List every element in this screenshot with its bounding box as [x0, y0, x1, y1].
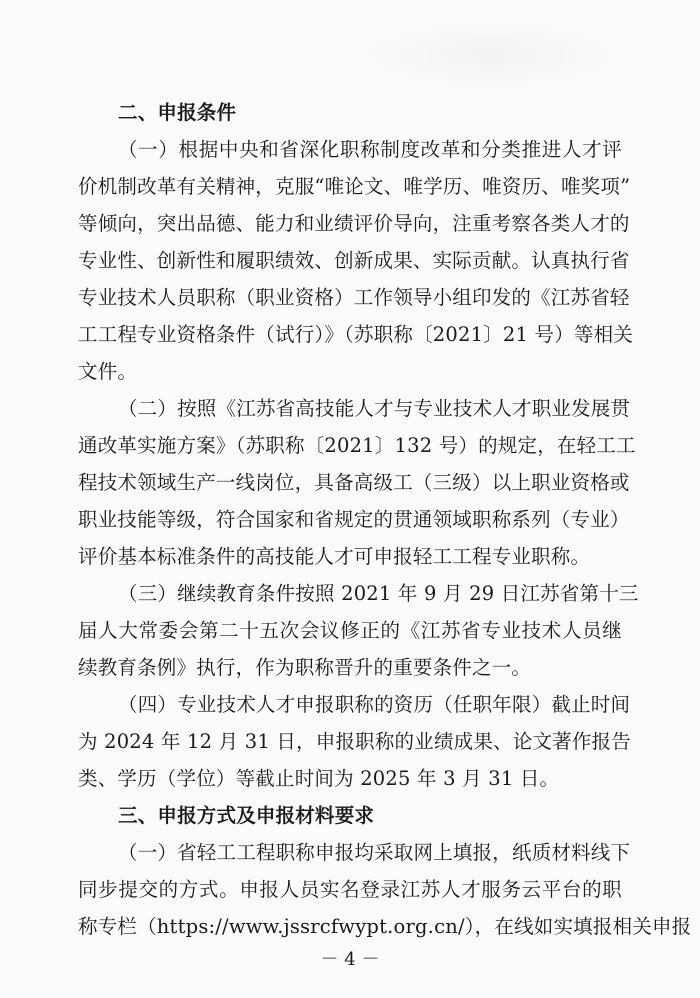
paragraph-line: 评价基本标准条件的高技能人才可申报轻工工程专业职称。	[78, 545, 591, 568]
paragraph-line: 价机制改革有关精神，克服“唯论文、唯学历、唯资历、唯奖项”	[78, 175, 631, 198]
paragraph-line: （三）继续教育条件按照 2021 年 9 月 29 日江苏省第十三	[118, 582, 639, 605]
scan-smudge	[360, 20, 620, 90]
paragraph-line: （一）省轻工工程职称申报均采取网上填报，纸质材料线下	[118, 841, 631, 864]
paragraph-line: 通改革实施方案》（苏职称〔2021〕132 号）的规定，在轻工工	[78, 434, 636, 457]
paragraph-line: 文件。	[78, 360, 138, 383]
section-heading-application-method: 三、申报方式及申报材料要求	[118, 804, 375, 827]
paragraph-line: 为 2024 年 12 月 31 日，申报职称的业绩成果、论文著作报告	[78, 730, 631, 753]
paragraph-line: 工工程专业资格条件（试行）》（苏职称〔2021〕21 号）等相关	[78, 323, 634, 346]
paragraph-line: （一）根据中央和省深化职称制度改革和分类推进人才评	[118, 138, 622, 161]
paragraph-line: 职业技能等级，符合国家和省规定的贯通领域职称系列（专业）	[78, 508, 630, 531]
paragraph-line: 类、学历（学位）等截止时间为 2025 年 3 月 31 日。	[78, 767, 560, 790]
paragraph-line: 届人大常委会第二十五次会议修正的《江苏省专业技术人员继	[78, 619, 622, 642]
page-number: － 4 －	[320, 949, 380, 970]
paragraph-line: （二）按照《江苏省高技能人才与专业技术人才职业发展贯	[118, 397, 631, 420]
paragraph-line: 等倾向，突出品德、能力和业绩评价导向，注重考察各类人才的	[78, 212, 630, 235]
section-heading-application-conditions: 二、申报条件	[118, 101, 237, 124]
paragraph-line: 程技术领域生产一线岗位，具备高级工（三级）以上职业资格或	[78, 471, 630, 494]
paragraph-line: 同步提交的方式。申报人员实名登录江苏人才服务云平台的职	[78, 878, 622, 901]
paragraph-line: 专业性、创新性和履职绩效、创新成果、实际贡献。认真执行省	[78, 249, 630, 272]
paragraph-line: （四）专业技术人才申报职称的资历（任职年限）截止时间	[118, 693, 631, 716]
paragraph-line: 专业技术人员职称（职业资格）工作领导小组印发的《江苏省轻	[78, 286, 630, 309]
paragraph-line: 称专栏（https://www.jssrcfwypt.org.cn/），在线如实填报相关申报	[78, 915, 692, 938]
paragraph-line: 续教育条例》执行，作为职称晋升的重要条件之一。	[78, 656, 532, 679]
